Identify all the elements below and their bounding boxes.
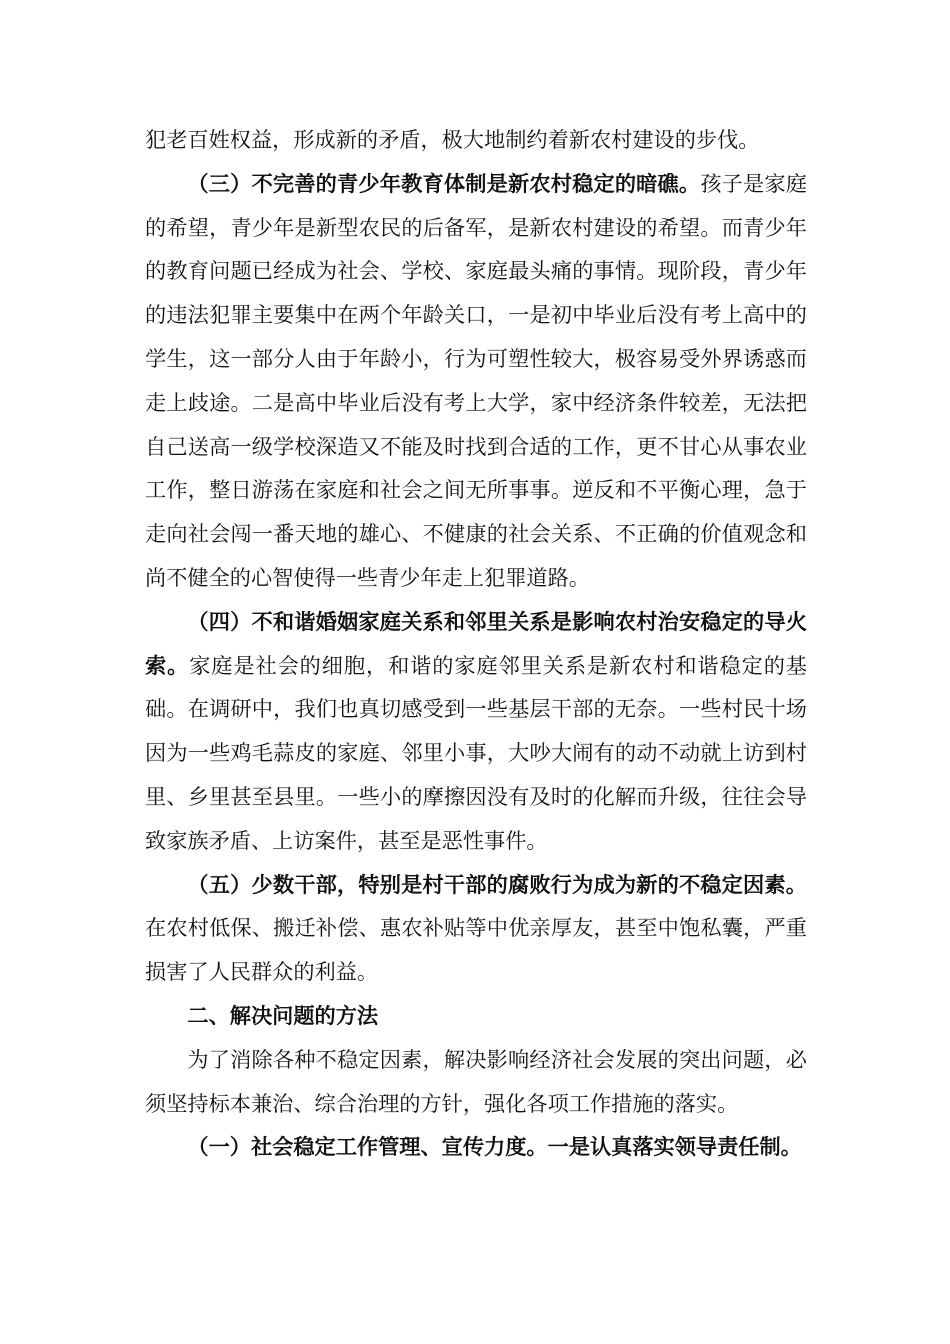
- paragraph-section-4: [145, 600, 807, 863]
- section-4-heading: （四）不和谐婚姻家庭关系和邻里关系是影响农村治安稳定的导火索。: [145, 608, 807, 678]
- paragraph-text: 犯老百姓权益，形成新的矛盾，极大地制约着新农村建设的步伐。: [145, 127, 760, 152]
- part-2-heading: 二、解决问题的方法: [187, 1002, 379, 1028]
- paragraph-section-3: [145, 162, 807, 600]
- paragraph-method-1: [145, 1125, 807, 1169]
- section-5-text: 在农村低保、搬迁补偿、惠农补贴等中优亲厚友，甚至中饱私囊，严重损害了人民群众的利益。: [145, 915, 807, 985]
- methods-intro-text: 为了消除各种不稳定因素，解决影响经济社会发展的突出问题，必须坚持标本兼治、综合治理的方针，强化各项工作措施的落实。: [145, 1046, 807, 1116]
- document-page: [145, 118, 807, 1169]
- section-4-text: 家庭是社会的细胞，和谐的家庭邻里关系是新农村和谐稳定的基础。在调研中，我们也真切感受到一些基层干部的无奈。一些村民十场因为一些鸡毛蒜皮的家庭、邻里小事，大吵大闹有的动不动就上访到村里、乡里甚至县里。一些小的摩擦因没有及时的化解而升级，往往会导致家族矛盾、上访案件，甚至是恶性事件。: [145, 652, 807, 853]
- section-5-heading: （五）少数干部，特别是村干部的腐败行为成为新的不稳定因素。: [187, 871, 807, 897]
- section-3-text: 孩子是家庭的希望，青少年是新型农民的后备军，是新农村建设的希望。而青少年的教育问题已经成为社会、学校、家庭最头痛的事情。现阶段，青少年的违法犯罪主要集中在两个年龄关口，一是初中毕业后没有考上高中的学生，这一部分人由于年龄小，行为可塑性较大，极容易受外界诱惑而走上歧途。二是高中毕业后没有考上大学，家中经济条件较差，无法把自己送高一级学校深造又不能及时找到合适的工作，更不甘心从事农业工作，整日游荡在家庭和社会之间无所事事。逆反和不平衡心理，急于走向社会闯一番天地的雄心、不健康的社会关系、不正确的价值观念和尚不健全的心智使得一些青少年走上犯罪道路。: [145, 170, 807, 590]
- method-1-heading: （一）社会稳定工作管理、宣传力度。一是认真落实领导责任制。: [187, 1134, 802, 1160]
- section-3-heading: （三）不完善的青少年教育体制是新农村稳定的暗礁。: [187, 170, 701, 196]
- paragraph-continuation: [145, 118, 807, 162]
- paragraph-section-5: [145, 863, 807, 994]
- paragraph-methods-intro: [145, 1038, 807, 1126]
